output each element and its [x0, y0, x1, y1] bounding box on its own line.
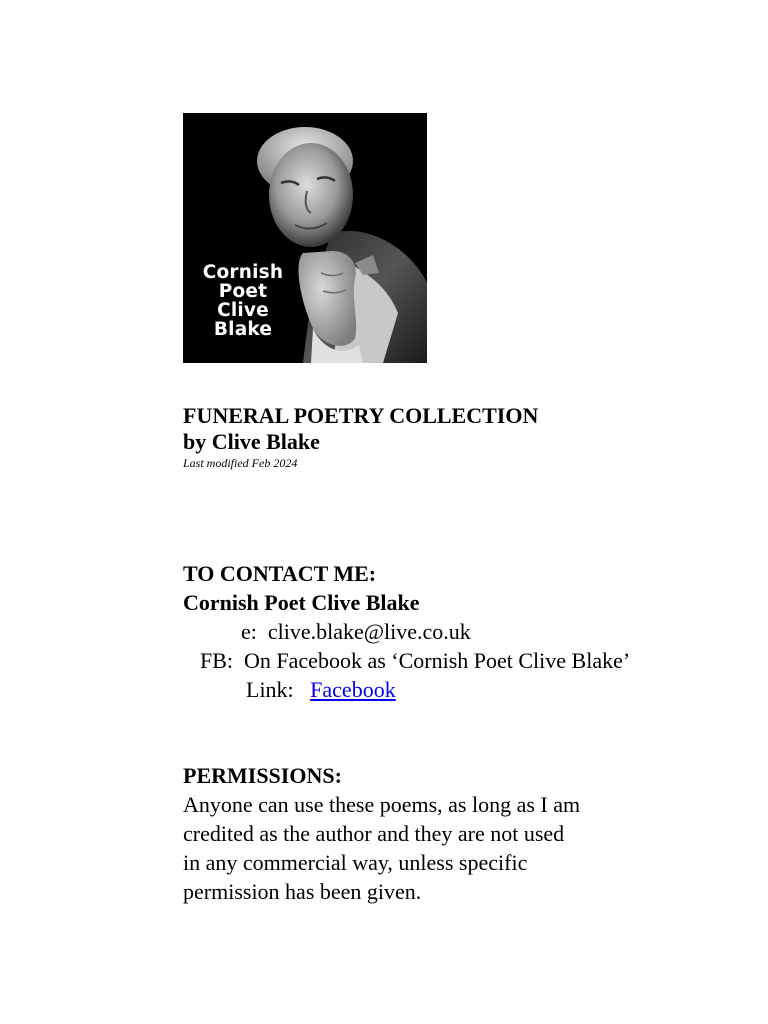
link-label: Link:	[246, 677, 311, 702]
document-title: FUNERAL POETRY COLLECTION	[183, 403, 539, 428]
permissions-heading: PERMISSIONS:	[183, 763, 342, 788]
contact-link-line	[183, 675, 743, 704]
cover-line: Cornish	[202, 262, 284, 283]
email-label: e:	[241, 619, 268, 644]
cover-line: Clive	[217, 300, 269, 321]
last-modified-note: Last modified Feb 2024	[183, 456, 298, 470]
contact-email-line	[183, 617, 743, 646]
contact-heading: TO CONTACT ME:	[183, 561, 377, 586]
permissions-text-line: Anyone can use these poems, as long as I am	[183, 792, 581, 817]
permissions-text-line: in any commercial way, unless specific	[183, 850, 528, 875]
facebook-link[interactable]: Facebook	[310, 677, 396, 702]
cover-image	[183, 113, 427, 363]
contact-section	[183, 559, 743, 704]
title-block	[183, 403, 538, 471]
facebook-label: FB:	[200, 648, 245, 673]
permissions-section	[183, 761, 623, 906]
document-byline: by Clive Blake	[183, 429, 320, 454]
cover-title-text	[191, 263, 295, 339]
cover-line: Blake	[213, 319, 273, 340]
cover-line: Poet	[218, 281, 268, 302]
email-address[interactable]: clive.blake@live.co.uk	[267, 619, 471, 644]
permissions-text-line: credited as the author and they are not used	[183, 821, 565, 846]
facebook-description: On Facebook as ‘Cornish Poet Clive Blake’	[244, 648, 631, 673]
permissions-text-line: permission has been given.	[183, 879, 422, 904]
contact-name: Cornish Poet Clive Blake	[183, 590, 420, 615]
contact-facebook-line	[183, 646, 743, 675]
